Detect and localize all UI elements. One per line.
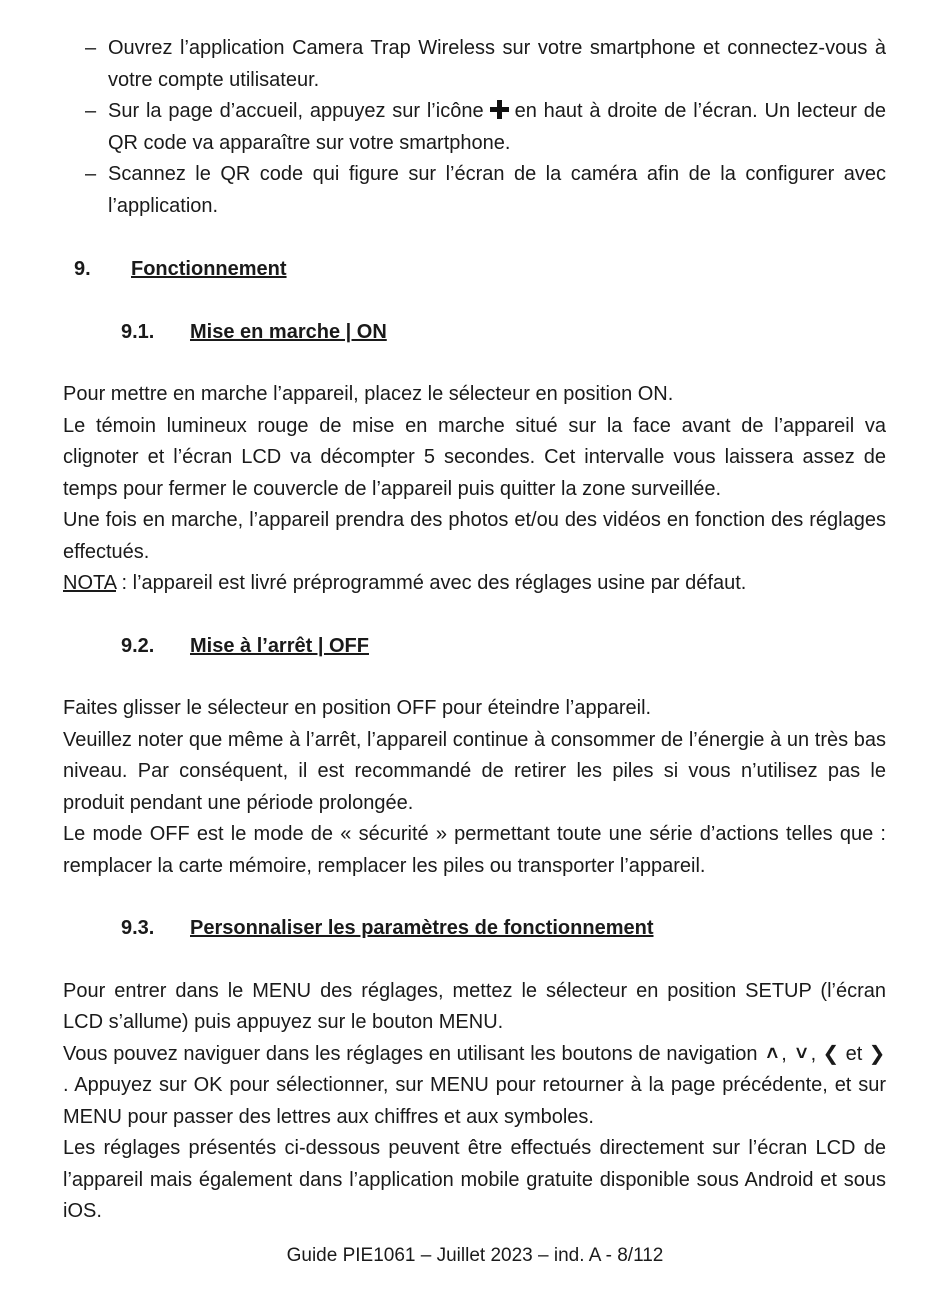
document-body (63, 33, 886, 1228)
paragraph: Le mode OFF est le mode de « sécurité » permettant toute une série d’actions telles que : remplacer la carte mémoire, remplacer les piles ou transporter l’appareil. (63, 823, 886, 877)
section-title: Fonctionnement (131, 258, 287, 280)
subsection-title: Personnaliser les paramètres de fonctionnement (190, 917, 654, 939)
list-item (63, 96, 886, 159)
list-item-text: Ouvrez l’application Camera Trap Wireless sur votre smartphone et connectez-vous à votre compte utilisateur. (108, 37, 886, 91)
separator: , (781, 1042, 793, 1065)
paragraph-text: . Appuyez sur OK pour sélectionner, sur MENU pour retourner à la page précédente, et sur MENU pour passer des lettres aux chiffres et aux symboles. (63, 1074, 886, 1128)
paragraph: Veuillez noter que même à l’arrêt, l’appareil continue à consommer de l’énergie à un très bas niveau. Par conséquent, il est recommandé de retirer les piles si vous n’utilisez pas le produit pendant une période prolongée. (63, 728, 886, 814)
page-footer: Guide PIE1061 – Juillet 2023 – ind. A - 8/112 (286, 1245, 664, 1266)
subsection-title: Mise à l’arrêt | OFF (190, 634, 369, 657)
section-heading (63, 254, 886, 286)
paragraph: Pour entrer dans le MENU des réglages, mettez le sélecteur en position SETUP (l’écran LCD s’allume) puis appuyez sur le bouton MENU. (63, 979, 886, 1033)
dash-bullet: – (85, 163, 97, 185)
subsection-number: 9.3. (121, 917, 155, 939)
paragraph: Le témoin lumineux rouge de mise en marche situé sur la face avant de l’appareil va clignoter et l’écran LCD va décompter 5 secondes. Cet intervalle vous laissera assez de temps pour fermer le couvercle de l’appareil puis quitter la zone surveillée. (63, 414, 886, 500)
left-arrow-icon: ❮ (822, 1042, 840, 1065)
list-item (63, 159, 886, 222)
dash-bullet: – (85, 37, 97, 59)
list-item-text: en haut à droite de l’écran. Un lecteur de QR code va apparaître sur votre smartphone. (108, 100, 887, 154)
subsection-heading (63, 913, 886, 945)
paragraph: Pour mettre en marche l’appareil, placez le sélecteur en position ON. (63, 383, 674, 405)
list-item (63, 33, 886, 96)
subsection-title: Mise en marche | ON (190, 320, 387, 343)
subsection-heading (63, 631, 886, 663)
note-text: : l’appareil est livré préprogrammé avec des réglages usine par défaut. (115, 572, 747, 594)
paragraph: Une fois en marche, l’appareil prendra des photos et/ou des vidéos en fonction des réglages effectués. (63, 509, 886, 563)
subsection-heading (63, 317, 886, 349)
list-item-text: Sur la page d’accueil, appuyez sur l’icône (108, 100, 484, 122)
right-arrow-icon: ❯ (868, 1042, 886, 1065)
list-item-text: Scannez le QR code qui figure sur l’écran de la caméra afin de la configurer avec l’application. (108, 163, 886, 217)
navigation-paragraph (63, 1039, 886, 1134)
down-arrow-icon: ˅ (795, 1042, 808, 1065)
plus-icon (490, 100, 509, 119)
subsection-number: 9.2. (121, 634, 155, 657)
up-arrow-icon: ˄ (766, 1042, 779, 1065)
paragraph: Faites glisser le sélecteur en position OFF pour éteindre l’appareil. (63, 697, 652, 719)
instruction-list (63, 33, 886, 222)
note-label: NOTA (63, 572, 116, 594)
subsection-number: 9.1. (121, 320, 155, 343)
conjunction: et (839, 1042, 868, 1065)
section-number: 9. (74, 258, 91, 280)
separator: , (810, 1042, 817, 1065)
paragraph-text: Vous pouvez naviguer dans les réglages en utilisant les boutons de navigation (63, 1042, 758, 1065)
paragraph: Les réglages présentés ci-dessous peuvent être effectués directement sur l’écran LCD de l’appareil mais également dans l’application mobile gratuite disponible sous Android et sous iOS. (63, 1137, 886, 1222)
note-paragraph (63, 568, 886, 600)
dash-bullet: – (85, 100, 97, 122)
